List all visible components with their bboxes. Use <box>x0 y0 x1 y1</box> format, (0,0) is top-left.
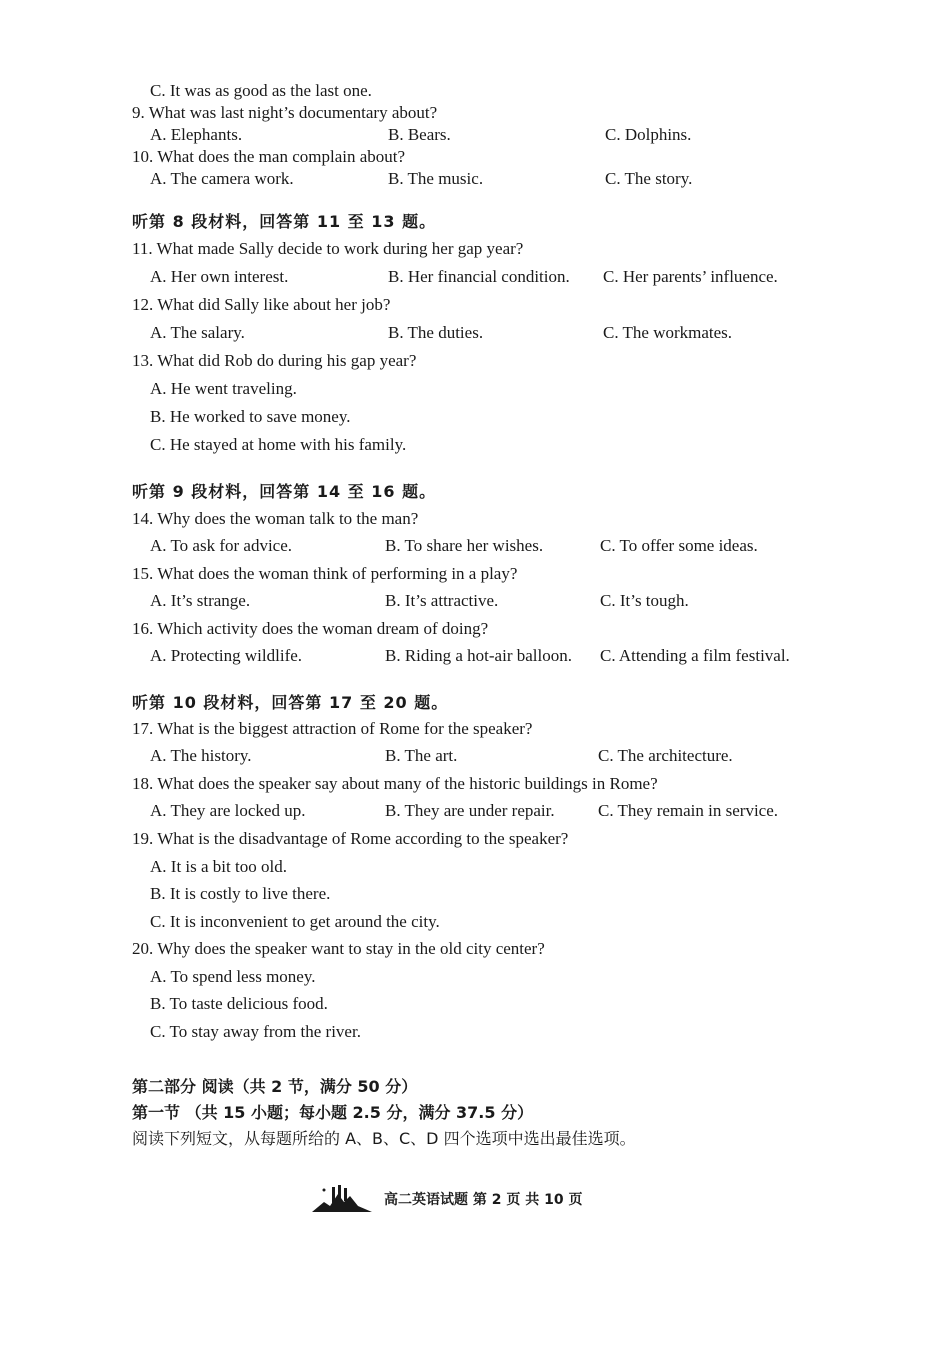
q18-option-a: A. They are locked up. <box>150 801 306 820</box>
question-10: 10. What does the man complain about? <box>132 147 406 166</box>
q12-option-b: B. The duties. <box>388 323 484 342</box>
section-heading-10: 听第 10 段材料，回答第 17 至 20 题。 <box>132 693 449 712</box>
q16-option-a: A. Protecting wildlife. <box>150 646 303 665</box>
section-heading-9: 听第 9 段材料，回答第 14 至 16 题。 <box>132 482 437 501</box>
q11-option-b: B. Her financial condition. <box>388 267 570 286</box>
footer-page-label: 高二英语试题 第 2 页 共 10 页 <box>384 1192 583 1208</box>
question-17: 17. What is the biggest attraction of Rome for the speaker? <box>132 719 533 738</box>
q17-option-c: C. The architecture. <box>598 746 733 765</box>
page-footer <box>310 1184 582 1214</box>
q17-option-a: A. The history. <box>150 746 252 765</box>
q9-option-a: A. Elephants. <box>150 125 243 144</box>
question-14: 14. Why does the woman talk to the man? <box>132 509 419 528</box>
question-11: 11. What made Sally decide to work during her gap year? <box>132 239 524 258</box>
q10-option-c: C. The story. <box>605 169 693 188</box>
question-16: 16. Which activity does the woman dream of doing? <box>132 619 489 638</box>
question-9: 9. What was last night’s documentary about? <box>132 103 438 122</box>
q12-option-a: A. The salary. <box>150 323 245 342</box>
q14-option-b: B. To share her wishes. <box>385 536 544 555</box>
reading-instructions: 阅读下列短文，从每题所给的 A、B、C、D 四个选项中选出最佳选项。 <box>132 1129 636 1148</box>
q20-option-b: B. To taste delicious food. <box>150 994 328 1013</box>
question-20: 20. Why does the speaker want to stay in the old city center? <box>132 939 545 958</box>
q13-option-b: B. He worked to save money. <box>150 407 351 426</box>
q14-option-a: A. To ask for advice. <box>150 536 293 555</box>
q15-option-a: A. It’s strange. <box>150 591 251 610</box>
question-15: 15. What does the woman think of performing in a play? <box>132 564 518 583</box>
q18-option-b: B. They are under repair. <box>385 801 555 820</box>
q10-option-a: A. The camera work. <box>150 169 294 188</box>
q13-option-a: A. He went traveling. <box>150 379 297 398</box>
question-18: 18. What does the speaker say about many of the historic buildings in Rome? <box>132 774 658 793</box>
q15-option-c: C. It’s tough. <box>600 591 689 610</box>
q9-option-c: C. Dolphins. <box>605 125 692 144</box>
q11-option-c: C. Her parents’ influence. <box>603 267 778 286</box>
q20-option-a: A. To spend less money. <box>150 967 316 986</box>
q19-option-b: B. It is costly to live there. <box>150 884 331 903</box>
q16-option-c: C. Attending a film festival. <box>600 646 790 665</box>
q15-option-b: B. It’s attractive. <box>385 591 499 610</box>
part-two-heading: 第二部分 阅读（共 2 节，满分 50 分） <box>132 1077 418 1096</box>
q19-option-c: C. It is inconvenient to get around the city. <box>150 912 440 931</box>
q10-option-b: B. The music. <box>388 169 484 188</box>
section-one-heading: 第一节 （共 15 小题；每小题 2.5 分，满分 37.5 分） <box>132 1103 534 1122</box>
q14-option-c: C. To offer some ideas. <box>600 536 758 555</box>
q16-option-b: B. Riding a hot-air balloon. <box>385 646 572 665</box>
question-12: 12. What did Sally like about her job? <box>132 295 391 314</box>
q20-option-c: C. To stay away from the river. <box>150 1022 361 1041</box>
q18-option-c: C. They remain in service. <box>598 801 779 820</box>
question-13: 13. What did Rob do during his gap year? <box>132 351 417 370</box>
mountain-logo-icon <box>310 1184 374 1214</box>
q19-option-a: A. It is a bit too old. <box>150 857 287 876</box>
q11-option-a: A. Her own interest. <box>150 267 289 286</box>
question-19: 19. What is the disadvantage of Rome according to the speaker? <box>132 829 569 848</box>
option-line: C. It was as good as the last one. <box>150 81 372 100</box>
q9-option-b: B. Bears. <box>388 125 451 144</box>
q12-option-c: C. The workmates. <box>603 323 733 342</box>
section-heading-8: 听第 8 段材料，回答第 11 至 13 题。 <box>132 212 437 231</box>
q13-option-c: C. He stayed at home with his family. <box>150 435 407 454</box>
q17-option-b: B. The art. <box>385 746 458 765</box>
